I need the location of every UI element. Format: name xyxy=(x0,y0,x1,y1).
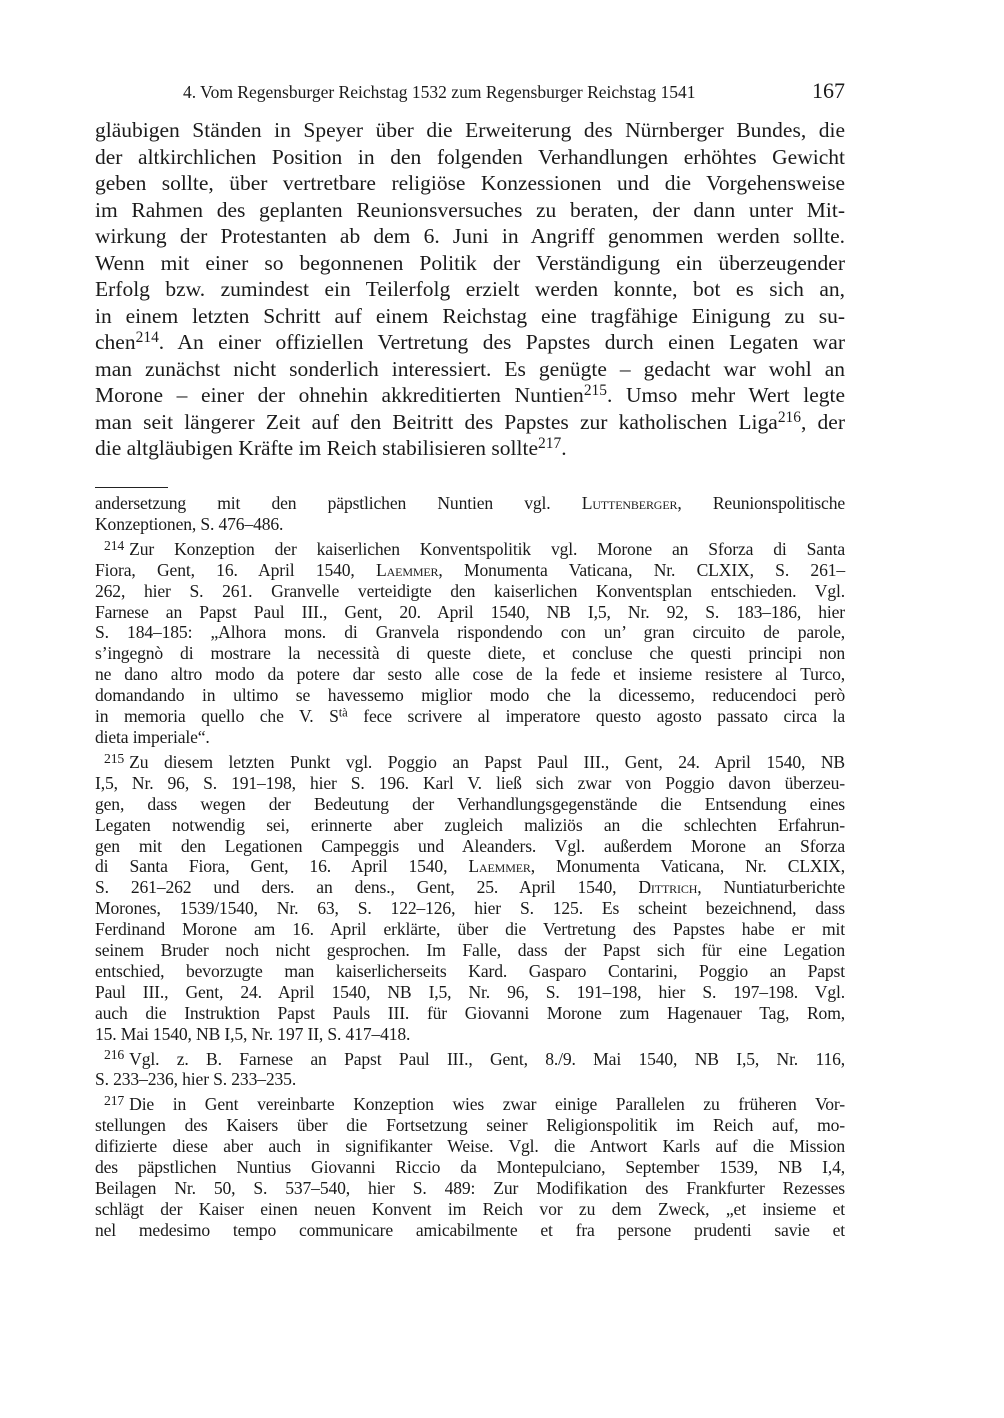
text-line xyxy=(95,581,845,602)
footnote-reference: 217 xyxy=(538,435,562,453)
text-run: die altgläubigen Kräfte im Reich stabilisieren sollte xyxy=(95,436,539,460)
text-run: I,5, Nr. 96, S. 191–198, hier S. 196. Karl V. ließ sich zwar von Poggio davon überzeu- xyxy=(95,772,845,793)
text-line xyxy=(95,836,845,857)
text-run: gen mit den Legationen Campeggis und Aleanders. Vgl. außerdem Morone an Sforza xyxy=(95,835,845,856)
text-line xyxy=(95,409,845,436)
text-run: Vgl. z. B. Farnese an Papst Paul III., Gent, 8./9. Mai 1540, NB I,5, Nr. 116, xyxy=(129,1048,845,1069)
text-line xyxy=(95,773,845,794)
text-line xyxy=(95,815,845,836)
text-run: difizierte diese aber auch in signifikanter Weise. Vgl. die Antwort Karls auf die Mission xyxy=(95,1136,845,1157)
text-run: , Monumenta Vaticana, Nr. CLXIX, S. 261– xyxy=(438,559,846,580)
footnote-reference: 216 xyxy=(777,408,802,426)
text-run: 15. Mai 1540, NB I,5, Nr. 197 II, S. 417–418. xyxy=(95,1023,411,1044)
text-line xyxy=(95,197,845,224)
text-line xyxy=(95,919,845,940)
text-run: ne dano altro modo da potere dar sesto alle cose de la fede et insieme resistere al Turco, xyxy=(95,664,845,685)
text-run: stellungen des Kaisers über die Fortsetzung seiner Religionspolitik im Reich auf, mo- xyxy=(95,1115,845,1136)
footnote xyxy=(95,493,845,535)
text-run: im Rahmen des geplanten Reunionsversuches zu beraten, der dann unter Mit- xyxy=(95,197,845,222)
text-line xyxy=(95,382,845,409)
text-line xyxy=(95,856,845,877)
text-line xyxy=(95,982,845,1003)
text-run: auch die Instruktion Papst Pauls III. für Giovanni Morone zum Hagenauer Tag, Rom, xyxy=(95,1002,845,1023)
text-line xyxy=(95,1024,845,1045)
author-name: Dittrich xyxy=(638,877,698,898)
footnote xyxy=(95,1049,845,1091)
text-line xyxy=(95,1178,845,1199)
text-line xyxy=(95,329,845,356)
text-run: man seit längerer Zeit auf den Beitritt des Papstes zur katholischen Liga xyxy=(95,409,778,434)
text-line xyxy=(95,1094,845,1115)
author-name: Laemmer xyxy=(376,559,439,580)
text-run: andersetzung mit den päpstlichen Nuntien vgl. xyxy=(95,493,582,513)
text-line xyxy=(95,727,845,748)
text-line xyxy=(95,622,845,643)
running-title: 4. Vom Regensburger Reichstag 1532 zum Regensburger Reichstag 1541 xyxy=(183,82,696,102)
text-run: man zunächst nicht sonderlich interessiert. Es genügte – gedacht war wohl an xyxy=(95,356,845,381)
text-run: Konzeptionen, S. 476–486. xyxy=(95,513,284,534)
text-run: . Umso mehr Wert legte xyxy=(607,383,846,407)
text-line xyxy=(95,1049,845,1070)
text-run: Fiora, Gent, 16. April 1540, xyxy=(95,559,377,580)
text-run: Zu diesem letzten Punkt vgl. Poggio an Papst Paul III., Gent, 24. April 1540, NB xyxy=(129,751,845,772)
author-name: Luttenberger xyxy=(581,493,678,513)
footnote-number: 216 xyxy=(104,1047,125,1063)
text-run: Paul III., Gent, 24. April 1540, NB I,5, Nr. 96, S. 191–198, hier S. 197–198. Vgl. xyxy=(95,981,845,1002)
text-run: , der xyxy=(801,409,846,434)
text-line xyxy=(95,223,845,250)
text-line xyxy=(95,602,845,623)
text-run: s’ingegnò di mostrare la necessità di queste diete, et concluse che questi principi non xyxy=(95,643,845,664)
text-line xyxy=(95,276,845,303)
text-run: dieta imperiale“. xyxy=(95,726,210,747)
footnote xyxy=(95,1094,845,1240)
text-run: Die in Gent vereinbarte Konzeption wies zwar einige Parallelen zu früheren Vor- xyxy=(129,1094,845,1115)
text-line xyxy=(95,144,845,171)
text-line xyxy=(95,1136,845,1157)
text-run: di Santa Fiora, Gent, 16. April 1540, xyxy=(95,856,469,877)
text-run: seinem Bruder noch nicht gesprochen. Im Falle, dass der Papst sich für eine Legation xyxy=(95,940,845,961)
text-line xyxy=(95,356,845,383)
text-run: 262, hier S. 261. Granvelle verteidigte den kaiserlichen Konventsplan entschieden. Vgl. xyxy=(95,580,845,601)
main-text xyxy=(95,117,845,462)
footnote-reference: tà xyxy=(338,705,348,720)
text-line xyxy=(95,752,845,773)
text-run: S. 184–185: „Alhora mons. di Granvela rispondendo con un’ gran circuito de parole, xyxy=(95,622,845,643)
text-run: nel medesimo tempo communicare amicabilmente et fra persone prudenti savie et xyxy=(95,1219,845,1240)
text-run: entschied, bevorzugte man kaiserlicherseits Kard. Gasparo Contarini, Poggio an Papst xyxy=(95,960,845,981)
text-run: des päpstlichen Nuntius Giovanni Riccio da Montepulciano, September 1539, NB I,4, xyxy=(95,1157,845,1178)
text-run: wirkung der Protestanten ab dem 6. Juni in Angriff genommen werden sollte. xyxy=(95,224,845,248)
text-line xyxy=(95,539,845,560)
text-line xyxy=(95,898,845,919)
footnotes xyxy=(95,493,845,1241)
running-header xyxy=(95,80,845,106)
text-line xyxy=(95,1220,845,1241)
text-run: in memoria quello che V. S xyxy=(95,706,339,727)
text-line xyxy=(95,664,845,685)
text-run: gen, dass wegen der Bedeutung der Verhandlungsgegenstände die Entsendung eines xyxy=(95,793,845,814)
footnote-reference: 214 xyxy=(135,329,159,347)
text-run: der altkirchlichen Position in den folgenden Verhandlungen erhöhtes Gewicht xyxy=(95,144,845,169)
text-line xyxy=(95,514,845,535)
footnote xyxy=(95,539,845,748)
text-line xyxy=(95,170,845,197)
text-run: S. 261–262 und ders. an dens., Gent, 25. April 1540, xyxy=(95,877,639,898)
text-line xyxy=(95,493,845,514)
text-run: chen xyxy=(95,330,136,354)
text-run: geben sollte, über vertretbare religiöse Konzessionen und die Vorgehensweise xyxy=(95,171,845,195)
footnote-separator xyxy=(95,487,168,488)
author-name: Laemmer xyxy=(468,856,531,877)
paragraph xyxy=(95,117,845,462)
text-run: , Monumenta Vaticana, Nr. CLXIX, xyxy=(530,856,845,877)
text-run: fece scrivere al imperatore questo agosto passato circa la xyxy=(347,706,845,727)
text-run: gläubigen Ständen in Speyer über die Erweiterung des Nürnberger Bundes, die xyxy=(95,118,845,142)
text-run: Morone – einer der ohnehin akkreditierten Nuntien xyxy=(95,383,584,407)
text-line xyxy=(95,435,845,462)
text-line xyxy=(95,961,845,982)
text-run: Farnese an Papst Paul III., Gent, 20. April 1540, NB I,5, Nr. 92, S. 183–186, hier xyxy=(95,601,845,622)
footnote-reference: 215 xyxy=(583,382,608,400)
text-run: Zur Konzeption der kaiserlichen Konventspolitik vgl. Morone an Sforza di Santa xyxy=(129,538,845,559)
text-line xyxy=(95,877,845,898)
text-line xyxy=(95,1069,845,1090)
text-line xyxy=(95,1003,845,1024)
text-line xyxy=(95,1115,845,1136)
text-run: Beilagen Nr. 50, S. 537–540, hier S. 489: Zur Modifikation des Frankfurter Rezesses xyxy=(95,1178,845,1198)
text-line xyxy=(95,643,845,664)
text-line xyxy=(95,706,845,727)
page-number: 167 xyxy=(812,78,845,103)
text-run: Erfolg bzw. zumindest ein Teilerfolg erzielt werden konnte, bot es sich an, xyxy=(95,277,845,301)
footnote-number: 217 xyxy=(104,1093,125,1109)
text-line xyxy=(95,685,845,706)
footnote-number: 215 xyxy=(104,750,125,766)
text-line xyxy=(95,1157,845,1178)
footnote-number: 214 xyxy=(104,537,125,553)
text-line xyxy=(95,1199,845,1220)
text-run: Wenn mit einer so begonnenen Politik der Verständigung ein überzeugender xyxy=(95,250,845,275)
text-run: . An einer offiziellen Vertretung des Papstes durch einen Legaten war xyxy=(158,330,845,354)
text-run: schlägt der Kaiser einen neuen Konvent im Reich vor zu dem Zweck, „et insieme et xyxy=(95,1198,845,1219)
text-run: . xyxy=(561,436,567,460)
text-run: domandando in ultimo se havessemo miglior modo che la dicessemo, reducendoci però xyxy=(95,685,845,706)
text-line xyxy=(95,940,845,961)
text-run: Legaten notwendig sei, erinnerte aber zugleich maliziös an die schlechten Erfahrun- xyxy=(95,814,845,835)
text-line xyxy=(95,303,845,330)
text-run: Morones, 1539/1540, Nr. 63, S. 122–126, hier S. 125. Es scheint bezeichnend, dass xyxy=(95,898,845,919)
text-line xyxy=(95,794,845,815)
text-run: , Nuntiaturberichte xyxy=(697,877,845,898)
text-line xyxy=(95,117,845,144)
text-run: in einem letzten Schritt auf einem Reichstag eine tragfähige Einigung zu su- xyxy=(95,303,845,328)
text-line xyxy=(95,250,845,277)
text-run: Ferdinand Morone am 16. April erklärte, über die Vertretung des Papstes habe er mit xyxy=(95,919,845,940)
footnote xyxy=(95,752,845,1045)
text-run: , Reunionspolitische xyxy=(677,493,846,513)
text-line xyxy=(95,560,845,581)
text-run: S. 233–236, hier S. 233–235. xyxy=(95,1069,297,1090)
